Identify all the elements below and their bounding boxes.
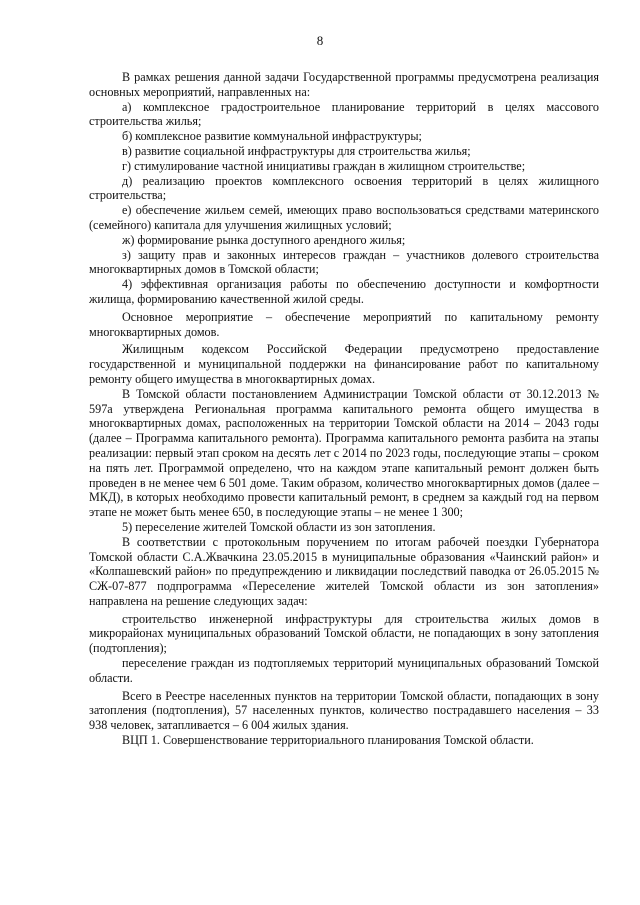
page-number: 8 (316, 33, 324, 48)
paragraph: Жилищным кодексом Российской Федерации предусмотрено предоставление государственной и муниципальной поддержки на финансирование работ по капитальному ремонту общего имущества в многоквартирных домах. (89, 342, 599, 386)
paragraph: В рамках решения данной задачи Государственной программы предусмотрена реализация основных мероприятий, направленных на: (89, 70, 599, 99)
list-item-4: 4) эффективная организация работы по обеспечению доступности и комфортности жилища, формированию качественной жилой среды. (89, 277, 599, 306)
paragraph: ВЦП 1. Совершенствование территориального планирования Томской области. (122, 733, 534, 748)
document-body (89, 70, 599, 748)
list-item-e: е) обеспечение жильем семей, имеющих право воспользоваться средствами материнского (семейного) капитала для улучшения жилищных условий; (89, 203, 599, 232)
paragraph: Основное мероприятие – обеспечение мероприятий по капитальному ремонту многоквартирных домов. (89, 309, 599, 339)
list-item-z: з) защиту прав и законных интересов граждан – участников долевого строительства многоквартирных домов в Томской области; (89, 247, 599, 277)
list-item-zh: ж) формирование рынка доступного арендного жилья; (122, 232, 406, 247)
list-item-5: 5) переселение жителей Томской области из зон затопления. (122, 519, 436, 534)
task-item: строительство инженерной инфраструктуры для строительства жилых домов в микрорайонах муниципальных образований Томской области, не попадающих в зону затопления (подтопления); (89, 611, 599, 656)
list-item-g: г) стимулирование частной инициативы граждан в жилищном строительстве; (122, 158, 526, 173)
paragraph: В Томской области постановлением Администрации Томской области от 30.12.2013 № 597а утверждена Региональная программа капитального ремонта общего имущества в многоквартирных домах, расположенных на территории Томской области на 2014 – 2043 годы (далее – Программа капитального ремонта). Программа капитального ремонта разбита на этапы реализации: первый этап сроком на десять лет с 2014 по 2023 годы, последующие этапы – сроком на пять лет. Программой определено, что на каждом этапе капитальный ремонт должен быть проведен в не менее чем 6 501 доме. Таким образом, количество многоквартирных домов (далее – МКД), в которых необходимо провести капитальный ремонт, в среднем за каждый год на первом этапе не может быть менее 650, в последующие этапы – не менее 1 300; (89, 386, 599, 520)
task-item: переселение граждан из подтопляемых территорий муниципальных образований Томской области. (89, 656, 599, 685)
paragraph: В соответствии с протокольным поручением по итогам рабочей поездки Губернатора Томской области С.А.Жвачкина 23.05.2015 в муниципальные образования «Чаинский район» и «Колпашевский район» по предупреждению и ликвидации последствий паводка от 26.05.2015 № СЖ-07-877 подпрограмма «Переселение жителей Томской области из зон затопления» направлена на решение следующих задач: (89, 534, 599, 608)
paragraph: Всего в Реестре населенных пунктов на территории Томской области, попадающих в зону затопления (подтопления), 57 населенных пунктов, количество пострадавшего населения – 33 938 человек, затапливается – 6 004 жилых здания. (89, 688, 599, 733)
list-item-v: в) развитие социальной инфраструктуры для строительства жилья; (122, 143, 471, 158)
list-item-d: д) реализацию проектов комплексного освоения территорий в целях жилищного строительства; (89, 173, 599, 203)
list-item-a: а) комплексное градостроительное планирование территорий в целях массового строительства жилья; (89, 99, 599, 129)
list-item-b: б) комплексное развитие коммунальной инфраструктуры; (122, 129, 422, 144)
